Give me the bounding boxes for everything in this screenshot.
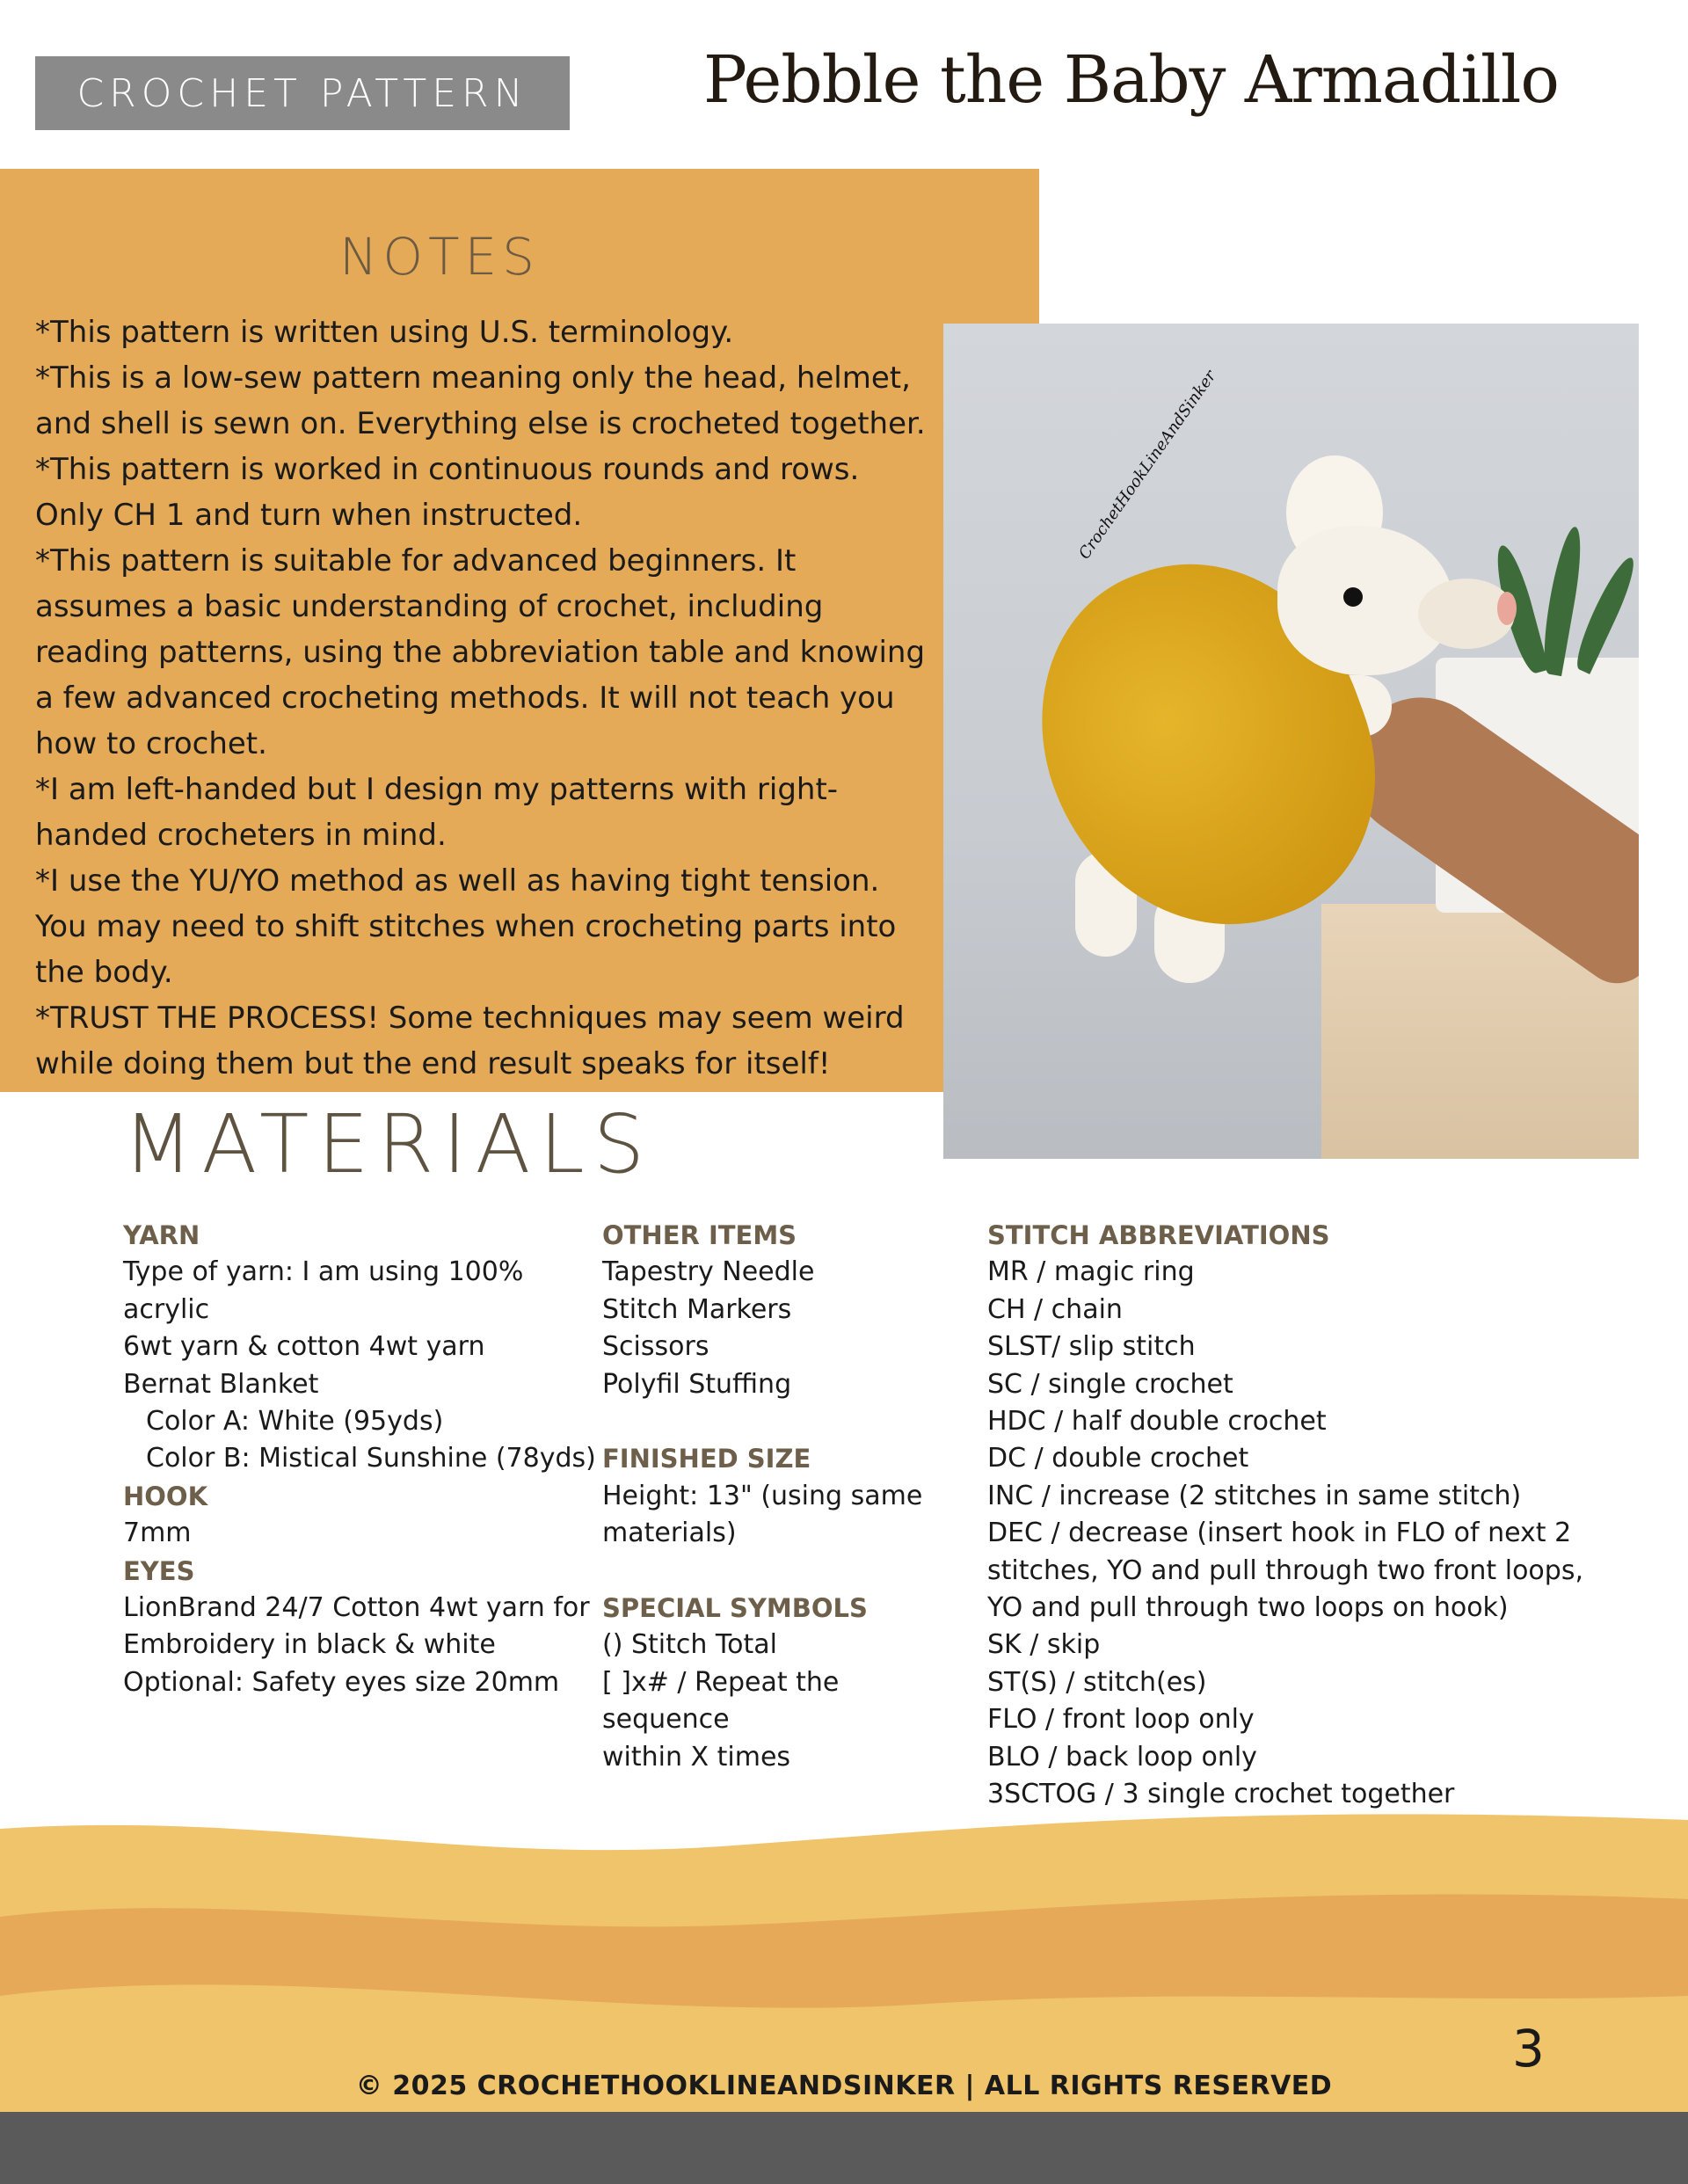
abbreviation-line: SK / skip — [987, 1629, 1101, 1661]
abbreviation-line: HDC / half double crochet — [987, 1406, 1327, 1438]
yarn-heading: YARN — [123, 1220, 200, 1250]
abbreviation-line: FLO / front loop only — [987, 1704, 1255, 1736]
eyes-heading: EYES — [123, 1555, 195, 1586]
eyes-line: Embroidery in black & white — [123, 1629, 496, 1661]
other-item-line: Tapestry Needle — [602, 1256, 815, 1288]
abbreviation-line: ST(S) / stitch(es) — [987, 1666, 1207, 1698]
finished-size-heading: FINISHED SIZE — [602, 1444, 811, 1474]
materials-heading: MATERIALS — [123, 1097, 654, 1191]
note-item: *This pattern is suitable for advanced beginners. It assumes a basic understanding of crochet, including reading patterns, using the abbreviation table and knowing a few advanced crocheting methods. It will not teach you how to crochet. — [35, 543, 926, 761]
special-symbol-line: () Stitch Total — [602, 1629, 777, 1661]
yarn-line: Type of yarn: I am using 100% acrylic — [123, 1256, 524, 1325]
eyes-line: LionBrand 24/7 Cotton 4wt yarn for — [123, 1592, 590, 1624]
hook-line: 7mm — [123, 1518, 192, 1549]
other-item-line: Scissors — [602, 1331, 709, 1363]
plant-leaf-shape — [1569, 553, 1639, 674]
yarn-line: Bernat Blanket — [123, 1368, 319, 1400]
abbreviation-line: stitches, YO and pull through two front loops, — [987, 1554, 1583, 1586]
bottom-bar — [0, 2112, 1688, 2184]
note-item: *This pattern is worked in continuous rounds and rows. Only CH 1 and turn when instructed. — [35, 452, 860, 533]
abbreviation-line: DEC / decrease (insert hook in FLO of next 2 — [987, 1518, 1572, 1549]
abbreviations-heading: STITCH ABBREVIATIONS — [987, 1220, 1330, 1250]
note-item: *TRUST THE PROCESS! Some techniques may seem weird while doing them but the end result speaks for itself! — [35, 1001, 905, 1081]
copyright-footer: © 2025 CROCHETHOOKLINEANDSINKER | ALL RIGHTS RESERVED — [355, 2071, 1333, 2101]
abbreviation-line: SLST/ slip stitch — [987, 1331, 1196, 1363]
abbreviation-line: MR / magic ring — [987, 1256, 1195, 1288]
yarn-line: Color B: Mistical Sunshine (78yds) — [146, 1443, 596, 1474]
page-title: Pebble the Baby Armadillo — [703, 42, 1559, 118]
hook-heading: HOOK — [123, 1481, 208, 1511]
eye-shape — [1343, 587, 1363, 607]
note-item: *This pattern is written using U.S. terminology. — [35, 315, 734, 350]
yarn-line: Color A: White (95yds) — [146, 1406, 444, 1438]
other-items-heading: OTHER ITEMS — [602, 1220, 797, 1250]
note-item: *I use the YU/YO method as well as having tight tension. You may need to shift stitches when crocheting parts into the body. — [35, 863, 897, 990]
yarn-line: 6wt yarn & cotton 4wt yarn — [123, 1331, 485, 1363]
page-number: 3 — [1512, 2019, 1545, 2078]
other-item-line: Polyfil Stuffing — [602, 1368, 792, 1400]
special-symbol-line: within X times — [602, 1741, 791, 1773]
abbreviation-line: DC / double crochet — [987, 1443, 1249, 1474]
other-item-line: Stitch Markers — [602, 1293, 792, 1325]
abbreviation-line: BLO / back loop only — [987, 1741, 1257, 1773]
abbreviation-line: INC / increase (2 stitches in same stitch) — [987, 1480, 1522, 1511]
eyes-line: Optional: Safety eyes size 20mm — [123, 1666, 560, 1698]
finished-size-line: materials) — [602, 1518, 737, 1549]
photo-watermark: CrochetHookLineAndSinker — [1075, 367, 1220, 564]
special-symbol-line: [ ]x# / Repeat the sequence — [602, 1666, 840, 1736]
abbreviation-line: SC / single crochet — [987, 1368, 1233, 1400]
special-symbols-heading: SPECIAL SYMBOLS — [602, 1593, 868, 1624]
notes-heading: NOTES — [339, 227, 540, 287]
abbreviation-line: CH / chain — [987, 1293, 1123, 1325]
note-item: *This is a low-sew pattern meaning only the head, helmet, and shell is sewn on. Everything else is crocheted together. — [35, 360, 926, 441]
materials-column-other — [602, 1217, 971, 1776]
notes-list — [35, 309, 932, 1087]
pattern-tag: CROCHET PATTERN — [35, 56, 570, 130]
materials-column-abbreviations — [987, 1217, 1603, 1814]
abbreviation-line: YO and pull through two loops on hook) — [987, 1592, 1509, 1624]
note-item: *I am left-handed but I design my patterns with right-handed crocheters in mind. — [35, 772, 839, 853]
abbreviation-line: 3SCTOG / 3 single crochet together — [987, 1779, 1455, 1810]
nose-shape — [1497, 592, 1517, 625]
finished-size-line: Height: 13" (using same — [602, 1480, 923, 1511]
materials-column-yarn — [123, 1217, 598, 1701]
armadillo-photo — [943, 324, 1639, 1159]
